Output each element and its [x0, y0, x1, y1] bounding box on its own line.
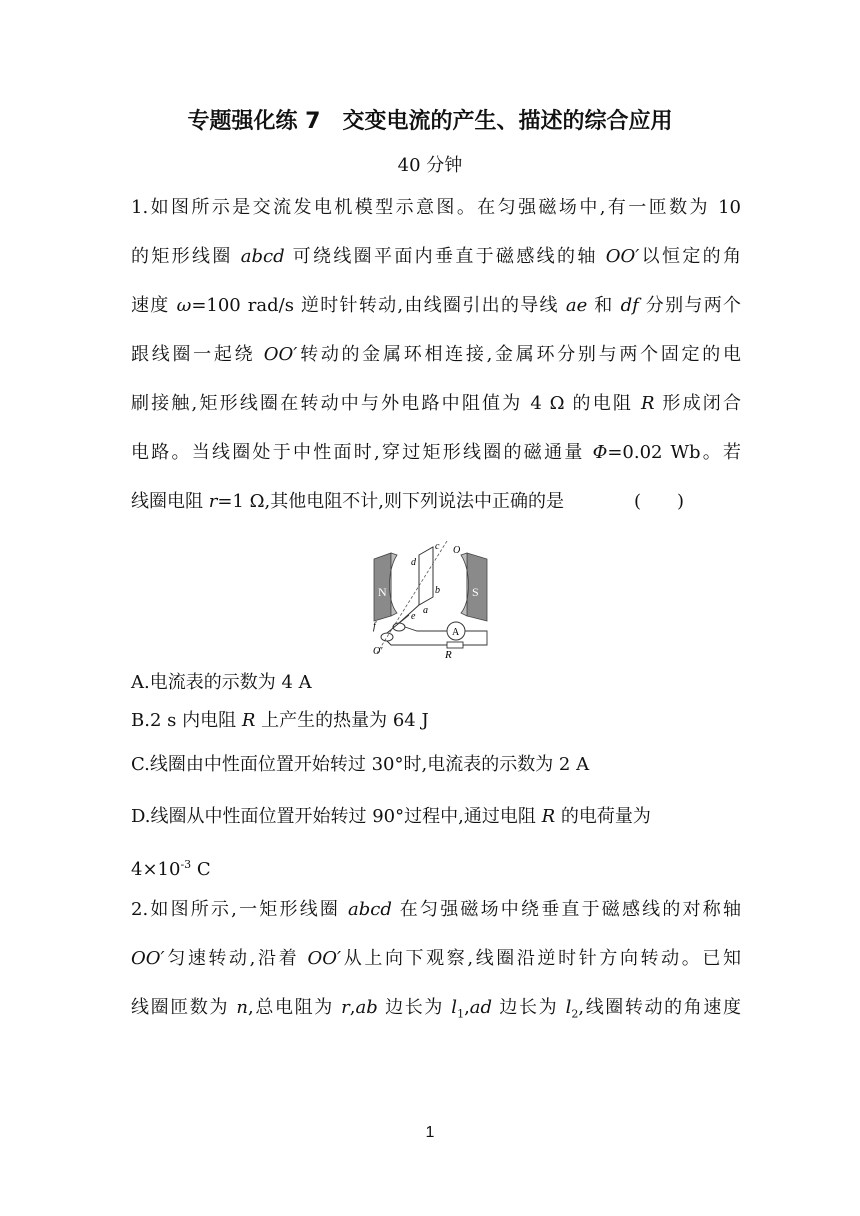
q1-line-5: 刷接触,矩形线圈在转动中与外电路中阻值为 4 Ω 的电阻 R 形成闭合: [131, 393, 741, 414]
option-c: C.线圈由中性面位置开始转过 30°时,电流表的示数为 2 A: [131, 754, 590, 775]
q1-line-4: 跟线圈一起绕 OO′转动的金属环相连接,金属环分别与两个固定的电: [131, 344, 741, 365]
q2-line-1: 2.如图所示,一矩形线圈 abcd 在匀强磁场中绕垂直于磁感线的对称轴: [131, 899, 741, 920]
q1-line-1: 1.如图所示是交流发电机模型示意图。在匀强磁场中,有一匝数为 10: [131, 197, 741, 218]
svg-text:c: c: [435, 541, 440, 552]
n-label: N: [378, 585, 387, 599]
svg-text:f: f: [373, 621, 376, 632]
page-title: 专题强化练 7 交变电流的产生、描述的综合应用: [187, 109, 673, 134]
option-d-cont: $4\times 10^{-3}$ C: [131, 858, 211, 880]
answer-blank: ( ): [633, 491, 685, 512]
q1-line-7: 线圈电阻 r=1 Ω,其他电阻不计,则下列说法中正确的是 ( ): [131, 477, 741, 526]
slip-ring-2: [381, 633, 393, 641]
svg-text:d: d: [411, 557, 416, 568]
question-2: [131, 885, 741, 1032]
question-1: [131, 183, 741, 526]
option-a: A.电流表的示数为 4 A: [131, 672, 312, 693]
resistor: [447, 642, 463, 648]
q1-line-6: 电路。当线圈处于中性面时,穿过矩形线圈的磁通量 Φ=0.02 Wb。若: [131, 442, 741, 463]
svg-text:e: e: [411, 611, 416, 622]
q2-line-3: 线圈匝数为 n,总电阻为 r,ab 边长为 $l_1,ad$ 边长为 $l_2$,线圈转动的角速度: [131, 997, 741, 1021]
q1-line-3: 速度 ω=100 rad/s 逆时针转动,由线圈引出的导线 ae 和 df 分别与两个: [131, 295, 741, 316]
page-number: 1: [425, 1124, 435, 1141]
option-d: D.线圈从中性面位置开始转过 90°过程中,通过电阻 R 的电荷量为: [131, 806, 651, 827]
s-label: S: [472, 585, 479, 599]
q2-line-2: OO′匀速转动,沿着 OO′从上向下观察,线圈沿逆时针方向转动。已知: [131, 948, 741, 969]
svg-text:b: b: [435, 585, 440, 596]
ammeter-label: A: [452, 627, 460, 638]
q1-line-2: 的矩形线圈 abcd 可绕线圈平面内垂直于磁感线的轴 OO′以恒定的角: [131, 246, 741, 267]
option-b: B.2 s 内电阻 R 上产生的热量为 64 J: [131, 710, 429, 731]
coil: [419, 547, 433, 605]
svg-text:O: O: [453, 545, 461, 556]
svg-text:a: a: [423, 605, 428, 616]
svg-text:O′: O′: [373, 646, 383, 657]
resistor-label: R: [445, 649, 452, 659]
generator-figure: [369, 541, 493, 659]
time-limit: 40 分钟: [397, 155, 463, 176]
